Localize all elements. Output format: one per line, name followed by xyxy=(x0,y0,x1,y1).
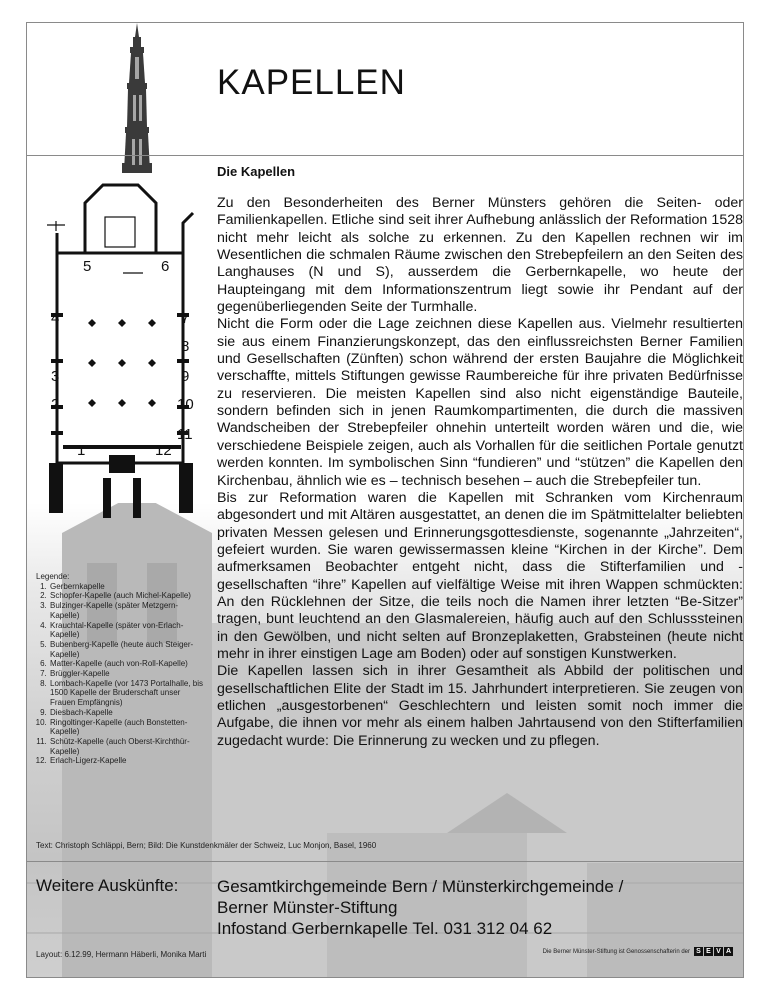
plan-number-10: 10 xyxy=(177,396,194,413)
more-info-line: Berner Münster-Stiftung xyxy=(217,898,398,917)
legend xyxy=(36,572,206,766)
more-info-line: Gesamtkirchgemeinde Bern / Münsterkirchgemeinde / xyxy=(217,877,624,896)
more-info-line: Infostand Gerbernkapelle Tel. 031 312 04 62 xyxy=(217,919,553,938)
body-paragraph: Die Kapellen lassen sich in ihrer Gesamtheit als Abbild der politischen und gesellschaftlichen Elite der Stadt im 15. Jahrhundert interpretieren. Sie zeugen von etlichen „ausgestorbenen“ Geschlechtern und leisten somit noch immer die Aufgabe, die ihnen vor mehr als einem halben Jahrtausend von den Stifterfamilien zugedacht wurde: Die Erinnerung zu wecken und zu pflegen. xyxy=(217,663,743,749)
more-info-label: Weitere Auskünfte: xyxy=(36,876,179,895)
legend-item: 6. Matter-Kapelle (auch von-Roll-Kapelle) xyxy=(49,659,206,669)
seva-logo-letter: V xyxy=(714,947,723,956)
plan-number-4: 4 xyxy=(51,310,60,327)
plan-number-7: 7 xyxy=(181,310,190,327)
plan-number-1: 1 xyxy=(77,442,86,459)
plan-number-8: 8 xyxy=(181,338,190,355)
legend-title: Legende: xyxy=(36,572,70,581)
body-text xyxy=(217,195,743,750)
body-paragraph: Bis zur Reformation waren die Kapellen mit Schranken vom Kirchenraum abgesondert und mit Altären ausgestattet, an denen die im Spätmittelalter beliebten privaten Messen gelesen und Erinnerungsgottesdienste, sogenannte „Jahrzeiten“, gefeiert wurden. Sie waren gewissermassen kleine “Kirchen in der Kirche”. Dem aufmerksamen Beobachter entgeht nicht, dass die Stifterfamilien und -gesellschaften “ihre” Kapellen auf vielfältige Weise mit ihren Wappen schmückten: An den Rücklehnen der Sitze, die teils noch die Namen ihrer letzten “Be-Sitzer” tragen, bunt leuchtend an den Glasmalereien, häufig auch auf den Schlusssteinen in den Gewölben, und nicht selten auf Bronzeplaketten, Grabsteinen (heute nicht mehr in ihrer einstigen Lage am Boden) oder auf sonstigen Kunstwerken. xyxy=(217,489,743,662)
poster-frame xyxy=(26,22,744,978)
plan-number-11: 11 xyxy=(177,426,193,443)
legend-item: 2. Schopfer-Kapelle (auch Michel-Kapelle) xyxy=(49,591,206,601)
legend-item: 3. Bulzinger-Kapelle (später Metzgern-Kapelle) xyxy=(49,601,206,620)
tower-spire-image xyxy=(122,23,152,173)
legend-item: 11. Schütz-Kapelle (auch Oberst-Kirchthür-Kapelle) xyxy=(49,737,206,756)
plan-number-3: 3 xyxy=(51,368,60,385)
body-paragraph: Nicht die Form oder die Lage zeichnen diese Kapellen aus. Vielmehr resultierten sie aus einem Finanzierungskonzept, das den einflussreichsten Berner Familien und Gesellschaften (Zünften) schon während der ersten Baujahre die Möglichkeit verschaffte, mittels Stiftungen gewisse Raumbereiche für ihre privaten Bedürfnisse zu reservieren. Die meisten Kapellen sind also nicht eigenständige Bauteile, sondern befinden sich in jenen Raumkompartimenten, die durch die massiven Wandscheiben der Strebepfeiler ohnehin unterteilt worden wären und die, wie verschiedene Beispiele zeigen, auch als Vorhallen für die seitlichen Portale genutzt werden konnten. Im symbolischen Sinn “fundieren” und “stützen” die Kapellen den Kirchenbau, ähnlich wie es – technisch besehen – auch die Strebepfeiler tun. xyxy=(217,316,743,489)
floor-plan xyxy=(43,173,203,533)
seva-logo-letter: S xyxy=(694,947,703,956)
plan-number-5: 5 xyxy=(83,258,92,275)
legend-item: 1. Gerbernkapelle xyxy=(49,582,206,592)
legend-item: 5. Bubenberg-Kapelle (heute auch Steiger-Kapelle) xyxy=(49,640,206,659)
body-paragraph: Zu den Besonderheiten des Berner Münsters gehören die Seiten- oder Familienkapellen. Etliche sind seit ihrer Aufhebung anlässlich der Reformation 1528 nicht mehr leicht als solche zu erkennen. Zu den Kapellen rechnen wir im Wesentlichen die schmalen Räume zwischen den Strebepfeilern an den Seiten des Langhauses (N und S), ausserdem die Gerbernkapelle, wo heute der Haupteingang mit dem Informationszentrum liegt sowie ihr Pendant auf der gegenüberliegenden Seite der Turmhalle. xyxy=(217,195,743,316)
title-divider xyxy=(27,155,743,156)
seva-note xyxy=(543,947,733,956)
legend-item: 4. Krauchtal-Kapelle (später von-Erlach-Kapelle) xyxy=(49,621,206,640)
legend-list xyxy=(36,582,206,766)
plan-number-9: 9 xyxy=(181,368,190,385)
footer-divider xyxy=(27,861,743,862)
seva-text: Die Berner Münster-Stiftung ist Genossenschafterin der xyxy=(542,948,690,955)
plan-number-6: 6 xyxy=(161,258,170,275)
layout-note: Layout: 6.12.99, Hermann Häberli, Monika Marti xyxy=(36,950,207,959)
seva-logo-letter: A xyxy=(725,948,732,955)
legend-item: 8. Lombach-Kapelle (vor 1473 Portalhalle, bis 1500 Kapelle der Bruderschaft unser Frauen Empfängnis) xyxy=(49,679,206,708)
plan-number-12: 12 xyxy=(155,442,172,459)
legend-item: 9. Diesbach-Kapelle xyxy=(49,708,206,718)
seva-logo-letter: E xyxy=(704,947,713,956)
plan-number-2: 2 xyxy=(51,396,60,413)
seva-logo xyxy=(693,947,733,956)
credit-line: Text: Christoph Schläppi, Bern; Bild: Die Kunstdenkmäler der Schweiz, Luc Monjon, Basel, 1960 xyxy=(36,841,377,850)
more-info-text xyxy=(217,876,623,939)
legend-item: 7. Brüggler-Kapelle xyxy=(49,669,206,679)
section-heading: Die Kapellen xyxy=(217,164,296,179)
legend-item: 10. Ringoltinger-Kapelle (auch Bonstetten-Kapelle) xyxy=(49,718,206,737)
legend-item: 12. Erlach-Ligerz-Kapelle xyxy=(49,756,206,766)
page-title: KAPELLEN xyxy=(217,63,406,102)
